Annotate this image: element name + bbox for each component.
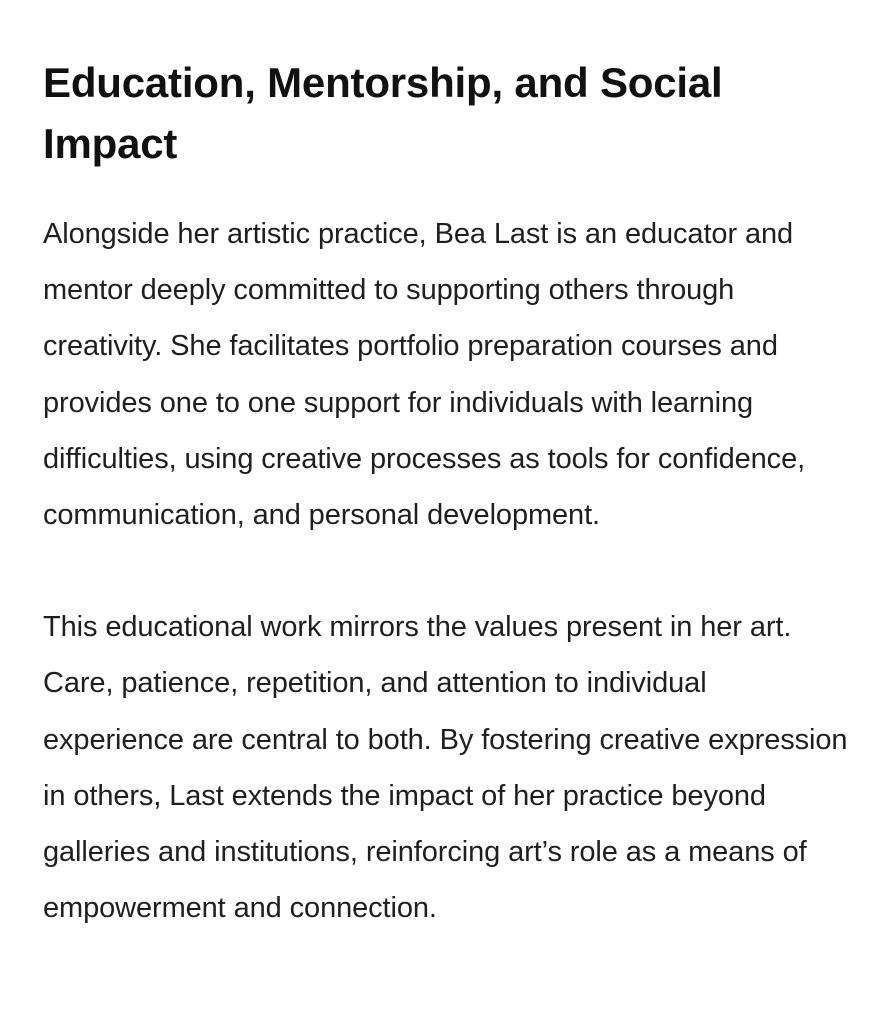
section-heading: Education, Mentorship, and Social Impact xyxy=(43,59,723,167)
paragraph-education-mentorship: Alongside her artistic practice, Bea Last is an educator and mentor deeply committed to supporting others through creativity. She facilitates portfolio preparation courses and provides one to one support for individuals with learning difficulties, using creative processes as tools for confidence, communication, and personal development. xyxy=(43,218,806,532)
paragraph-educational-values: This educational work mirrors the values present in her art. Care, patience, repetition, and attention to individual experience are central to both. By fostering creative expression in others, Last extends the impact of her practice beyond galleries and institutions, reinforcing art’s role as a means of empowerment and connection. xyxy=(43,611,848,925)
article xyxy=(43,52,853,936)
